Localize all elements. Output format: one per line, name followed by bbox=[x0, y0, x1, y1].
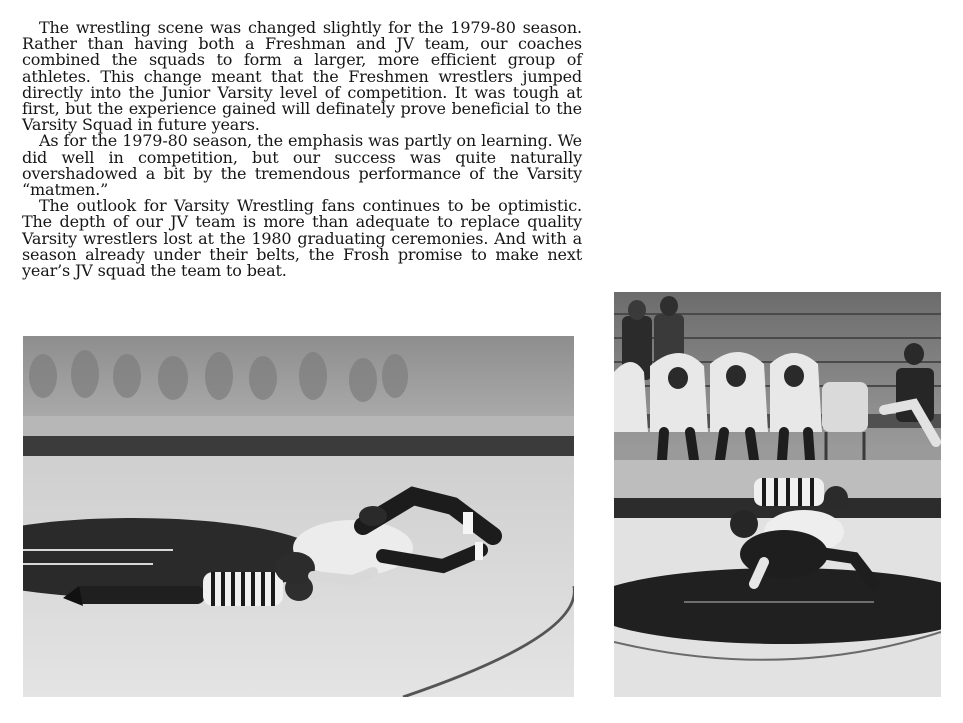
article-text bbox=[22, 20, 582, 279]
wrestling-match-photo bbox=[23, 336, 574, 697]
article-paragraph: The wrestling scene was changed slightly for the 1979-80 season. Rather than having both a Freshman and JV team, our coaches combined the squads to form a larger, more efficient group of athletes. This change meant that the Freshmen wrestlers jumped directly into the Junior Varsity level of competition. It was tough at first, but the experience gained will definately prove beneficial to the Varsity Squad in future years. bbox=[22, 18, 582, 135]
article-paragraph: The outlook for Varsity Wrestling fans continues to be optimistic. The depth of our JV team is more than adequate to replace quality Varsity wrestlers lost at the 1980 graduating ceremonies. And with a season already under their belts, the Frosh promise to make next year’s JV squad the team to beat. bbox=[22, 196, 582, 281]
article-paragraph: As for the 1979-80 season, the emphasis was partly on learning. We did well in competition, but our success was quite naturally overshadowed a bit by the tremendous performance of the Varsity “matmen.” bbox=[22, 131, 582, 200]
wrestling-bench-photo bbox=[614, 292, 941, 697]
